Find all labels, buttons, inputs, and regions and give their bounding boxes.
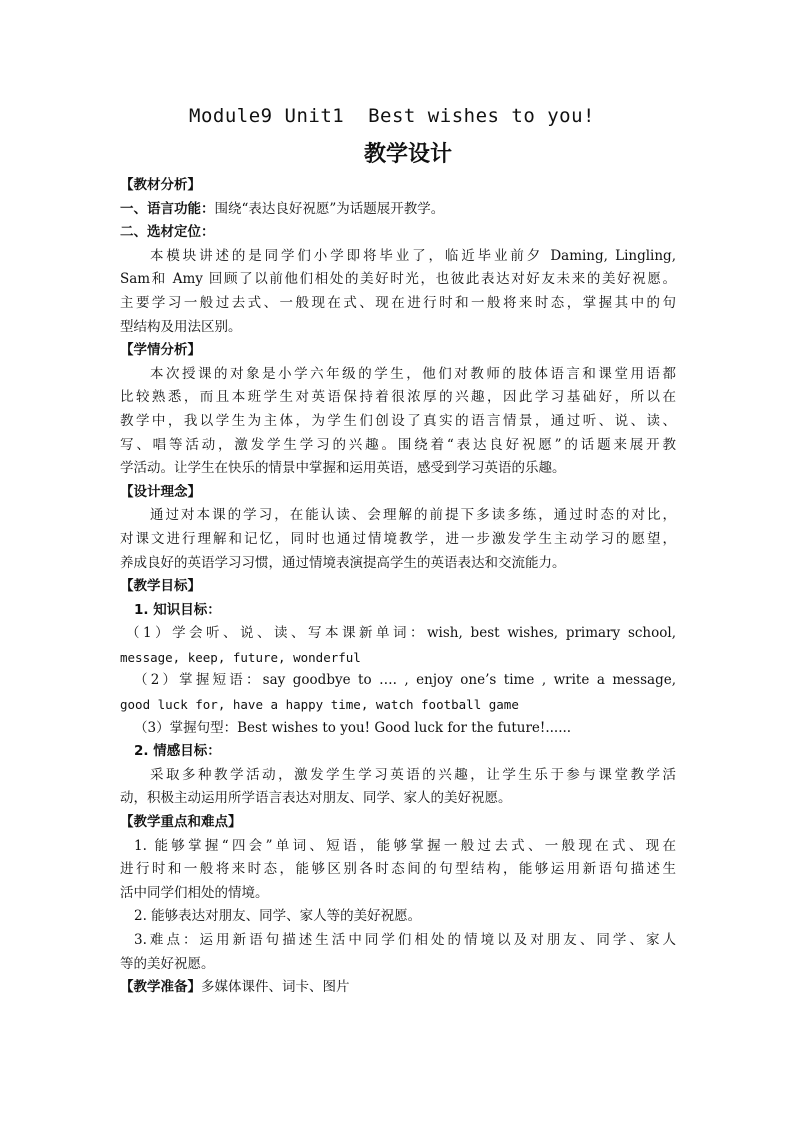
english-title: Module9 Unit1 Best wishes to you! xyxy=(189,105,595,127)
goal-line: message, keep, future, wonderful xyxy=(120,649,361,665)
teaching-preparation-line xyxy=(120,976,676,1000)
section-heading-preparation: 【教学准备】 xyxy=(120,979,201,996)
section-heading-student-analysis: 【学情分析】 xyxy=(120,342,201,359)
emotional-goals-subheading: 2. 情感目标： xyxy=(134,743,221,760)
paragraph-line: 等的美好祝愿。 xyxy=(120,955,215,972)
goal-line: good luck for, have a happy time, watch football game xyxy=(120,697,519,713)
section-heading-design-concept: 【设计理念】 xyxy=(120,483,201,500)
paragraph-line: 通过对本课的学习，在能认读、会理解的前提下多读多练，通过时态的对比， xyxy=(150,507,676,524)
paragraph-line: 主要学习一般过去式、一般现在式、现在进行时和一般将来时态，掌握其中的句 xyxy=(120,294,676,311)
paragraph-line: Sam和 Amy 回顾了以前他们相处的美好时光，也彼此表达对好友未来的美好祝愿。 xyxy=(120,271,676,288)
knowledge-goals-subheading: 1. 知识目标： xyxy=(134,601,221,618)
paragraph-line: 比较熟悉，而且本班学生对英语保持着很浓厚的兴趣，因此学习基础好，所以在 xyxy=(120,389,676,406)
paragraph-line: 采取多种教学活动，激发学生学习英语的兴趣，让学生乐于参与课堂教学活 xyxy=(150,766,676,783)
paragraph-line: 动，积极主动运用所学语言表达对朋友、同学、家人的美好祝愿。 xyxy=(120,790,512,807)
paragraph-line: 2. 能够表达对朋友、同学、家人等的美好祝愿。 xyxy=(134,908,422,925)
language-function-text: 围绕“表达良好祝愿”为话题展开教学。 xyxy=(214,200,445,217)
goal-line: （3）掌握句型：Best wishes to you! Good luck for the future!...... xyxy=(134,719,572,736)
paragraph-line: 进行时和一般将来时态，能够区别各时态间的句型结构，能够运用新语句描述生 xyxy=(120,861,676,878)
paragraph-line: 教学中，我以学生为主体，为学生们创设了真实的语言情景，通过听、说、读、 xyxy=(120,412,676,429)
section-heading-textbook-analysis: 【教材分析】 xyxy=(120,177,201,193)
language-function-label: 一、语言功能： xyxy=(120,200,215,217)
paragraph-line: 本次授课的对象是小学六年级的学生，他们对教师的肢体语言和课堂用语都 xyxy=(150,365,676,382)
goal-line: （1）学会听、说、读、写本课新单词：wish, best wishes, primary school, xyxy=(126,625,676,642)
material-positioning-label: 二、选材定位： xyxy=(120,224,215,241)
paragraph-line: 写、唱等活动，激发学生学习的兴趣。围绕着“表达良好祝愿”的话题来展开教 xyxy=(120,436,676,453)
section-heading-key-points: 【教学重点和难点】 xyxy=(120,814,242,831)
paragraph-line: 1. 能够掌握“四会”单词、短语，能够掌握一般过去式、一般现在式、现在 xyxy=(134,837,676,854)
paragraph-line: 对课文进行理解和记忆，同时也通过情境教学，进一步激发学生主动学习的愿望， xyxy=(120,530,676,547)
paragraph-line: 3.难点：运用新语句描述生活中同学们相处的情境以及对朋友、同学、家人 xyxy=(134,932,676,948)
paragraph-line: 本模块讲述的是同学们小学即将毕业了，临近毕业前夕 Daming, Lingling, xyxy=(150,247,676,264)
section-heading-teaching-goals: 【教学目标】 xyxy=(120,578,201,595)
paragraph-line: 型结构及用法区别。 xyxy=(120,318,242,335)
chinese-title: 教学设计 xyxy=(363,142,452,167)
paragraph-line: 学活动。让学生在快乐的情景中掌握和运用英语，感受到学习英语的乐趣。 xyxy=(120,460,566,477)
paragraph-line: 养成良好的英语学习习惯，通过情境表演提高学生的英语表达和交流能力。 xyxy=(120,554,566,571)
paragraph-line: 活中同学们相处的情境。 xyxy=(120,884,269,901)
goal-line: （2）掌握短语：say goodbye to …. , enjoy one’s time , write a message, xyxy=(134,672,676,689)
language-function-line xyxy=(120,198,676,222)
preparation-text: 多媒体课件、词卡、图片 xyxy=(201,979,350,996)
document-page xyxy=(120,100,676,1000)
